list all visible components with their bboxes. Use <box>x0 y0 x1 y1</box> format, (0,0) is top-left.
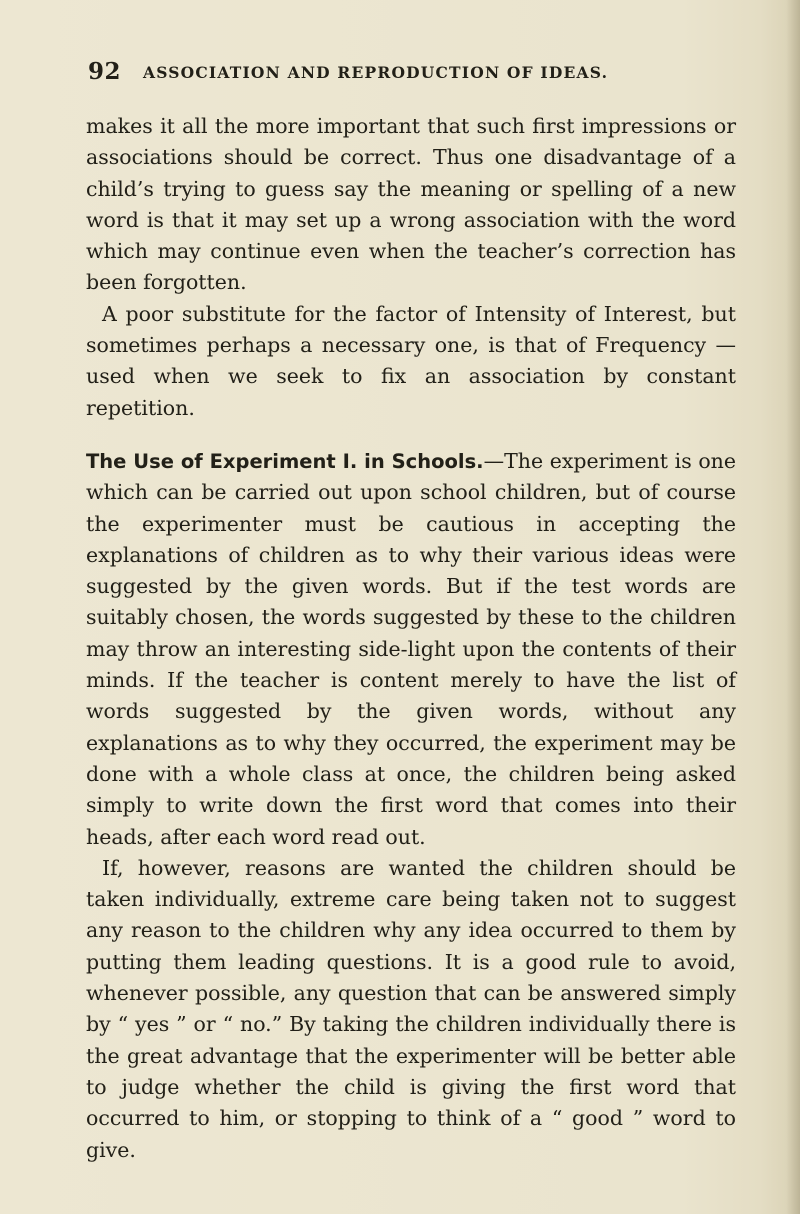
page-edge-shadow <box>786 0 800 1214</box>
body-text <box>86 111 736 1166</box>
paragraph-3 <box>86 446 736 853</box>
running-head-title: ASSOCIATION AND REPRODUCTION OF IDEAS. <box>143 63 609 82</box>
section-gap <box>86 424 736 446</box>
paragraph-3-text: —The experiment is one which can be carried out upon school children, but of course the experimenter must be cautious in accepting the explanations of children as to why their various ideas were suggested by the given words. But if the test words are suitably chosen, the words suggested by these to the children may throw an interesting side-light upon the contents of their minds. If the teacher is content merely to have the list of words suggested by the given words, without any explanations as to why they occurred, the experiment may be done with a whole class at once, the children being asked simply to write down the first word that comes into their heads, after each word read out. <box>86 448 736 849</box>
page-number: 92 <box>88 58 122 85</box>
section-heading: The Use of Experiment I. in Schools. <box>86 449 484 473</box>
paragraph-1: makes it all the more important that such first impressions or associations should be correct. Thus one disadvantage of a child’s trying to guess say the meaning or spelling of a new word is that it may set up a wrong association with the word which may continue even when the teacher’s correction has been forgotten. <box>86 114 736 295</box>
paragraph-4: If, however, reasons are wanted the children should be taken individually, extreme care being taken not to suggest any reason to the children why any idea occurred to them by putting them leading questions. It is a good rule to avoid, whenever possible, any question that can be answered simply by “ yes ” or “ no.” By taking the children individually there is the great advantage that the experimenter will be better able to judge whether the child is giving the first word that occurred to him, or stopping to think of a “ good ” word to give. <box>86 855 736 1162</box>
paragraph-2: A poor substitute for the factor of Intensity of Interest, but sometimes perhaps a necessary one, is that of Frequency —used when we seek to fix an association by constant repetition. <box>86 301 736 420</box>
running-head <box>88 58 728 88</box>
